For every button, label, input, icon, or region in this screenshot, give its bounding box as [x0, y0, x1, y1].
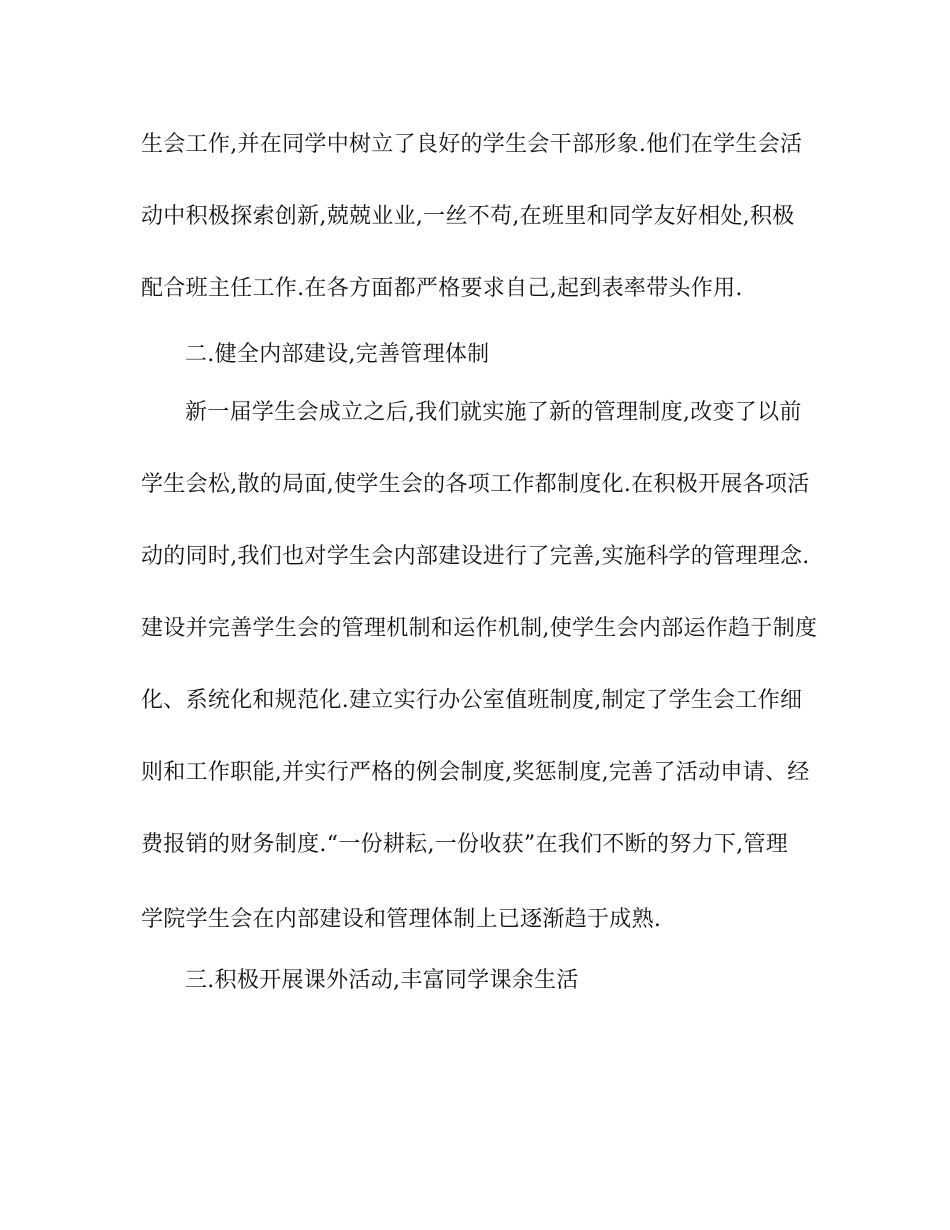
paragraph-line: 学院学生会在内部建设和管理体制上已逐渐趋于成熟.	[141, 907, 662, 932]
paragraph-line: 配合班主任工作.在各方面都严格要求自己,起到表率带头作用.	[141, 276, 743, 301]
section-heading: 三.积极开展课外活动,丰富同学课余生活	[185, 968, 579, 993]
section-heading: 二.健全内部建设,完善管理体制	[185, 342, 490, 367]
paragraph-line: 则和工作职能,并实行严格的例会制度,奖惩制度,完善了活动申请、经	[141, 760, 810, 785]
paragraph-line: 学生会松,散的局面,使学生会的各项工作都制度化.在积极开展各项活	[141, 472, 810, 497]
paragraph-line: 化、系统化和规范化.建立实行办公室值班制度,制定了学生会工作细	[141, 688, 803, 713]
paragraph-line: 动的同时,我们也对学生会内部建设进行了完善,实施科学的管理理念.	[141, 544, 810, 569]
paragraph-line: 建设并完善学生会的管理机制和运作机制,使学生会内部运作趋于制度	[141, 616, 818, 641]
paragraph-line: 新一届学生会成立之后,我们就实施了新的管理制度,改变了以前	[185, 400, 802, 425]
paragraph-line: 生会工作,并在同学中树立了良好的学生会干部形象.他们在学生会活	[141, 132, 803, 157]
paragraph-line: 动中积极探索创新,兢兢业业,一丝不苟,在班里和同学友好相处,积极	[141, 204, 795, 229]
paragraph-line: 费报销的财务制度.“一份耕耘,一份收获”在我们不断的努力下,管理	[141, 832, 789, 857]
